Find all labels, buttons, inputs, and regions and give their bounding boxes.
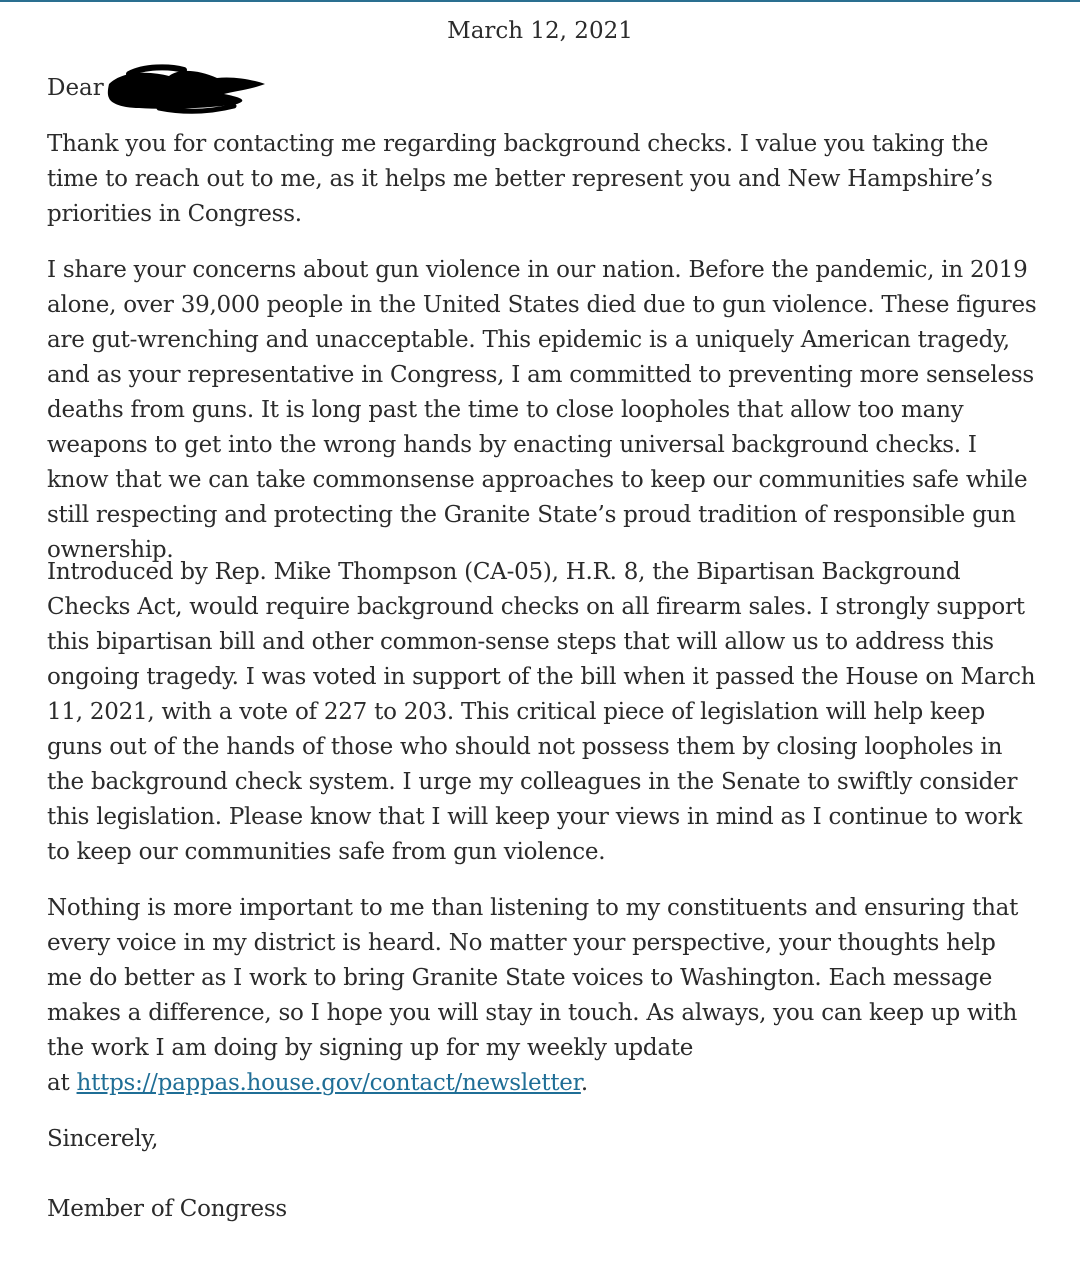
paragraph-contact-prefix: at: [47, 1070, 77, 1096]
paragraph-hr8: Introduced by Rep. Mike Thompson (CA-05), H.R. 8, the Bipartisan Background Checks Act, would require background checks on all firearm sales. I strongly support this bipartisan bill and other common-sense steps that will allow us to address this ongoing tragedy. I was voted in support of the bill when it passed the House on March 11, 2021, with a vote of 227 to 203. This critical piece of legislation will help keep guns out of the hands of those who should not possess them by closing loopholes in the background check system. I urge my colleagues in the Senate to swiftly consider this legislation. Please know that I will keep your views in mind as I continue to work to keep our communities safe from gun violence.: [47, 559, 1036, 865]
salutation-text: Dear: [47, 75, 104, 101]
letter-date: March 12, 2021: [447, 18, 633, 44]
signature-title: Member of Congress: [47, 1196, 287, 1222]
closing: Sincerely,: [47, 1126, 159, 1152]
paragraph-contact-text: Nothing is more important to me than listening to my constituents and ensuring that every voice in my district is heard. No matter your perspective, your thoughts help me do better as I work to bring Granite State voices to Washington. Each message makes a difference, so I hope you will stay in touch. As always, you can keep up with the work I am doing by signing up for my weekly update: [47, 895, 1019, 1061]
redaction-scribble: [99, 64, 269, 114]
newsletter-link[interactable]: https://pappas.house.gov/contact/newsletter: [76, 1070, 581, 1096]
paragraph-gun-violence: I share your concerns about gun violence in our nation. Before the pandemic, in 2019 alone, over 39,000 people in the United States died due to gun violence. These figures are gut-wrenching and unacceptable. This epidemic is a uniquely American tragedy, and as your representative in Congress, I am committed to preventing more senseless deaths from guns. It is long past the time to close loopholes that allow too many weapons to get into the wrong hands by enacting universal background checks. I know that we can take commonsense approaches to keep our communities safe while still respecting and protecting the Granite State’s proud tradition of responsible gun ownership.: [47, 257, 1037, 563]
paragraph-contact-suffix: .: [580, 1070, 588, 1096]
paragraph-contact: [47, 891, 1037, 1101]
paragraph-intro: Thank you for contacting me regarding background checks. I value you taking the time to reach out to me, as it helps me better represent you and New Hampshire’s priorities in Congress.: [47, 131, 993, 227]
salutation: [47, 71, 104, 106]
